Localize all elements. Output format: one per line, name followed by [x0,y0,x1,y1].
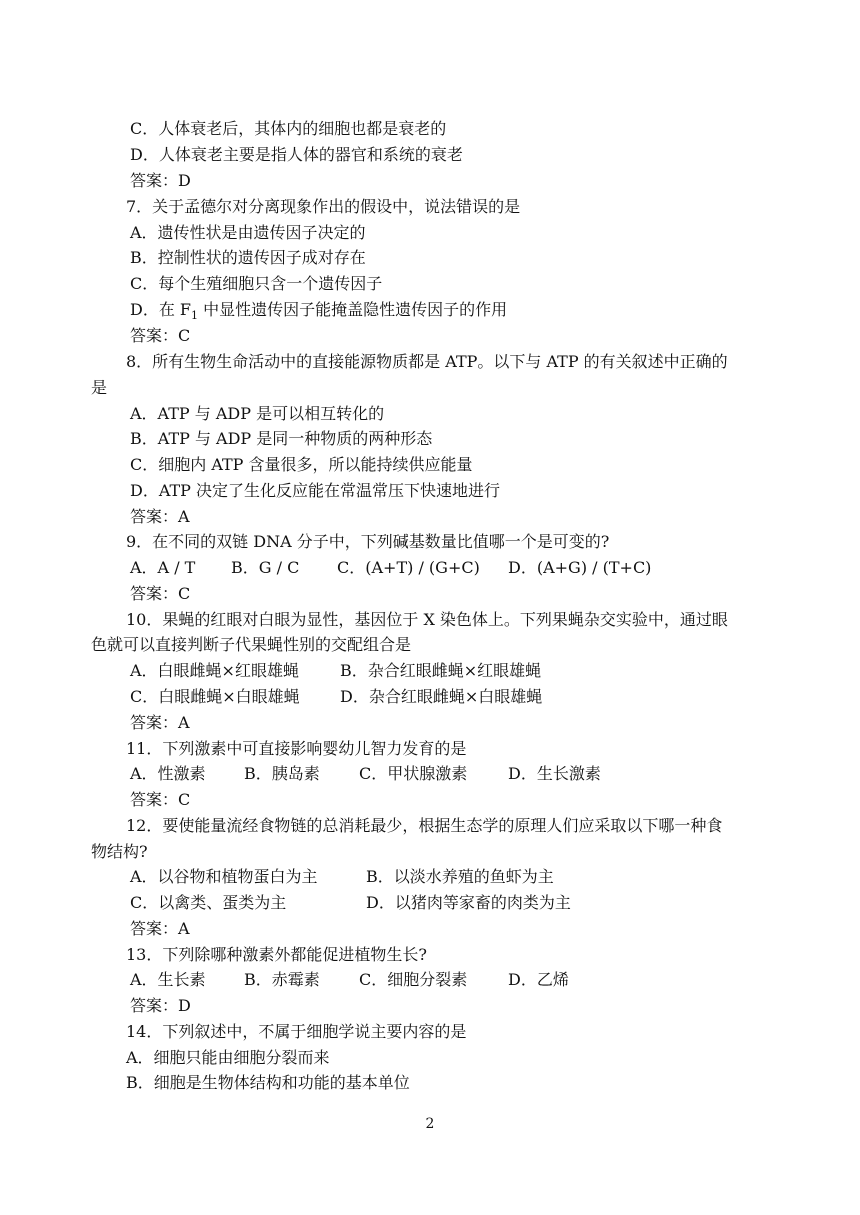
option-c-q10: C．白眼雌蝇×白眼雄蝇 [130,687,300,706]
option-d-q13: D．乙烯 [508,970,569,989]
option-a-q10: A．白眼雌蝇×红眼雄蝇 [130,661,299,680]
option-b-q14: B．细胞是生物体结构和功能的基本单位 [126,1073,410,1092]
option-d-q10: D．杂合红眼雌蝇×白眼雄蝇 [340,687,543,706]
option-b-q12: B．以淡水养殖的鱼虾为主 [366,867,554,886]
options-q13 [130,968,830,992]
option-c-q11: C．甲状腺激素 [359,764,468,783]
options-q9 [130,556,830,580]
option-b-q11: B．胰岛素 [244,764,320,783]
option-b-q10: B．杂合红眼雌蝇×红眼雄蝇 [340,661,542,680]
question-9-stem: 9．在不同的双链 DNA 分子中，下列碱基数量比值哪一个是可变的? [126,532,610,551]
option-a-q11: A．性激素 [130,764,206,783]
question-11-stem: 11．下列激素中可直接影响婴幼儿智力发育的是 [126,739,467,758]
answer-q11: 答案：C [130,790,191,809]
option-a-q9: A．A / T [130,558,196,577]
option-c-q13: C．细胞分裂素 [359,970,468,989]
option-c-q9: C．(A+T) / (G+C) [337,558,480,577]
question-14-stem: 14．下列叙述中，不属于细胞学说主要内容的是 [126,1022,467,1041]
option-a-q14: A．细胞只能由细胞分裂而来 [126,1048,330,1067]
question-12-stem-cont: 物结构? [91,842,148,861]
question-7-stem: 7．关于孟德尔对分离现象作出的假设中，说法错误的是 [126,197,521,216]
options-q10-row1 [130,659,830,683]
question-8-stem: 8．所有生物生命活动中的直接能源物质都是 ATP。以下与 ATP 的有关叙述中正确的 [126,352,728,371]
option-c-q8: C．细胞内 ATP 含量很多，所以能持续供应能量 [130,455,473,474]
answer-q12: 答案：A [130,919,190,938]
question-10-stem: 10．果蝇的红眼对白眼为显性，基因位于 X 染色体上。下列果蝇杂交实验中，通过眼 [126,610,728,629]
options-q12-row1 [130,865,830,889]
answer-q13: 答案：D [130,996,191,1015]
page-number: 2 [425,1116,435,1132]
option-a-q8: A．ATP 与 ADP 是可以相互转化的 [130,404,385,423]
option-a-q13: A．生长素 [130,970,206,989]
options-q12-row2 [130,891,830,915]
option-c-q7: C．每个生殖细胞只含一个遗传因子 [130,274,383,293]
option-c-q12: C．以禽类、蛋类为主 [130,893,287,912]
option-b-q8: B．ATP 与 ADP 是同一种物质的两种形态 [130,429,433,448]
option-b-q9: B．G / C [231,558,300,577]
question-10-stem-cont: 色就可以直接判断子代果蝇性别的交配组合是 [91,635,412,654]
answer-q6: 答案：D [130,171,191,190]
answer-q8: 答案：A [130,507,190,526]
option-d-q7-post: 中显性遗传因子能掩盖隐性遗传因子的作用 [198,300,508,319]
options-q10-row2 [130,685,830,709]
subscript-1: 1 [191,309,199,323]
option-d-q7 [130,298,507,322]
option-a-q7: A．遗传性状是由遗传因子决定的 [130,223,366,242]
option-d-q11: D．生长激素 [508,764,601,783]
option-a-q12: A．以谷物和植物蛋白为主 [130,867,318,886]
answer-q7: 答案：C [130,326,191,345]
answer-q10: 答案：A [130,713,190,732]
option-d-q6: D．人体衰老主要是指人体的器官和系统的衰老 [130,145,463,164]
question-8-stem-cont: 是 [91,378,108,397]
option-d-q9: D．(A+G) / (T+C) [508,558,652,577]
option-d-q12: D．以猪肉等家畜的肉类为主 [366,893,571,912]
option-b-q7: B．控制性状的遗传因子成对存在 [130,248,366,267]
options-q11 [130,762,830,786]
question-13-stem: 13．下列除哪种激素外都能促进植物生长? [126,945,427,964]
option-d-q7-pre: D．在 F [130,300,192,319]
option-d-q8: D．ATP 决定了生化反应能在常温常压下快速地进行 [130,481,501,500]
option-c-q6: C．人体衰老后，其体内的细胞也都是衰老的 [130,119,447,138]
question-12-stem: 12．要使能量流经食物链的总消耗最少，根据生态学的原理人们应采取以下哪一种食 [126,816,723,835]
option-b-q13: B．赤霉素 [244,970,320,989]
answer-q9: 答案：C [130,584,191,603]
